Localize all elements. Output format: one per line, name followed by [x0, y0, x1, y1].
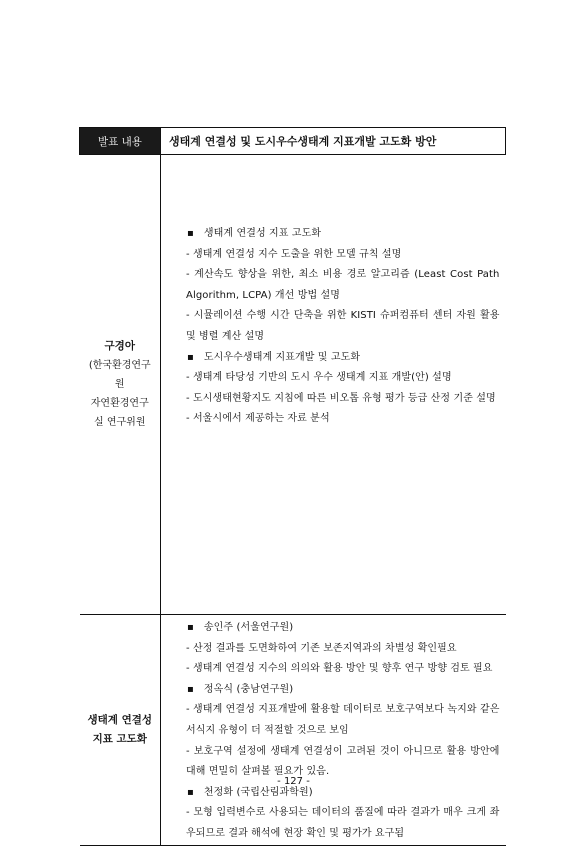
content-table: [79, 127, 506, 846]
list-item: ▪ 천정화 (국립산림과학원): [186, 783, 500, 804]
list-item: - 생태계 타당성 기반의 도시 우수 생태계 지표 개발(안) 설명: [186, 372, 452, 384]
list-item: - 생태계 연결성 지수 도출을 위한 모델 규칙 설명: [186, 248, 402, 260]
topic-line: 생태계 연결성: [87, 713, 152, 726]
topic-cell: [80, 615, 161, 846]
presentation-content-cell: [161, 155, 506, 615]
presenter-affiliation-line: 실 연구위원: [94, 417, 146, 428]
list-item: - 도시생태현황지도 지침에 따른 비오톱 유형 평가 등급 산정 기준 설명: [186, 392, 496, 404]
list-item: - 계산속도 향상을 위한, 최소 비용 경로 알고리즘 (Least Cost Path Algorithm, LCPA) 개선 방법 설명: [186, 269, 500, 301]
table-row-discussion: [80, 615, 506, 846]
page-number: - 127 -: [277, 776, 310, 787]
list-item: - 시뮬레이션 수행 시간 단축을 위한 KISTI 슈퍼컴퓨터 센터 자원 활용 및 병렬 계산 설명: [186, 310, 500, 342]
list-item: - 생태계 연결성 지수의 의의와 활용 방안 및 향후 연구 방향 검토 필요: [186, 663, 493, 675]
presenter-affiliation-line: 자연환경연구: [90, 398, 149, 409]
list-item: ▪ 송인주 (서울연구원): [186, 618, 500, 639]
list-item: ▪ 도시우수생태계 지표개발 및 고도화: [186, 348, 500, 369]
list-item: ▪ 정옥식 (충남연구원): [186, 680, 500, 701]
presentation-item-list: [161, 224, 506, 430]
list-item: - 보호구역 설정에 생태계 연결성이 고려된 것이 아니므로 활용 방안에 대해 면밀히 살펴볼 필요가 있음.: [186, 745, 500, 778]
list-item: - 서울시에서 제공하는 자료 분석: [186, 413, 330, 425]
header-label: 발표 내용: [80, 128, 161, 155]
list-item: - 산정 결과를 도면화하여 기존 보존지역과의 차별성 확인필요: [186, 642, 457, 654]
presenter-affiliation-line: 원: [114, 379, 125, 390]
presenter-affiliation-line: (한국환경연구: [88, 360, 151, 371]
discussion-item-list: [161, 618, 506, 845]
table-header-row: [80, 128, 506, 155]
discussion-content-cell: [161, 615, 506, 846]
header-title: 생태계 연결성 및 도시우수생태계 지표개발 고도화 방안: [161, 128, 506, 155]
presenter-cell: [80, 155, 161, 615]
table-row-presenter: [80, 155, 506, 615]
list-item: ▪ 생태계 연결성 지표 고도화: [186, 224, 500, 245]
topic-line: 지표 고도화: [92, 732, 147, 745]
list-item: - 생태계 연결성 지표개발에 활용할 데이터로 보호구역보다 녹지와 같은 서식지 유형이 더 적절할 것으로 보임: [186, 704, 500, 736]
presenter-name: 구경아: [104, 340, 135, 352]
list-item: - 모형 입력변수로 사용되는 데이터의 품질에 따라 결과가 매우 크게 좌우되므로 결과 해석에 현장 확인 및 평가가 요구됨: [186, 807, 500, 839]
